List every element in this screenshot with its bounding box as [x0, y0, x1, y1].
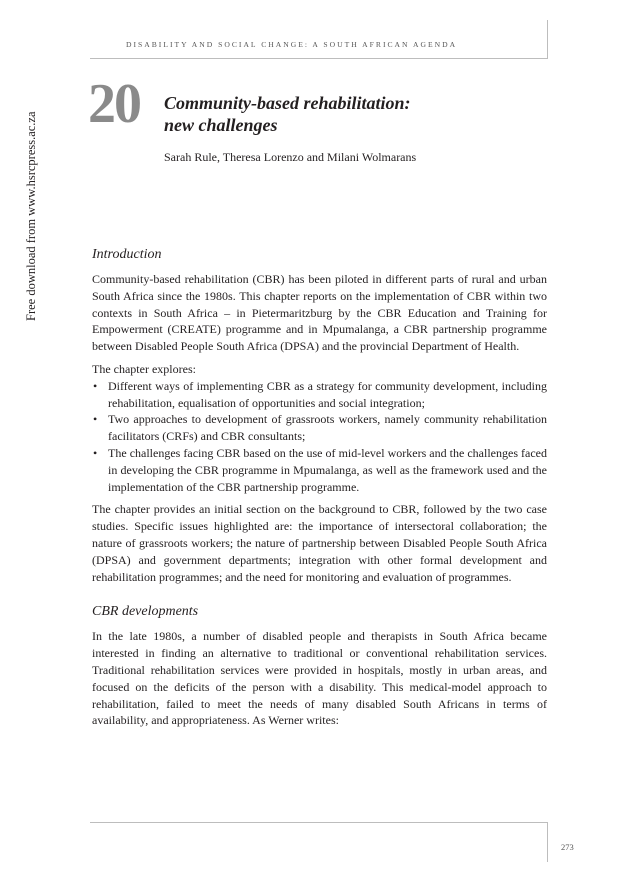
running-header: DISABILITY AND SOCIAL CHANGE: A SOUTH AFRICAN AGENDA — [126, 40, 458, 49]
chapter-authors: Sarah Rule, Theresa Lorenzo and Milani Wolmarans — [164, 150, 417, 164]
section-heading-cbr-developments: CBR developments — [92, 604, 199, 620]
explores-bullet-list — [92, 378, 547, 496]
bottom-guide-rule — [90, 822, 548, 823]
section-heading-introduction: Introduction — [92, 247, 162, 262]
bullet-item: • The challenges facing CBR based on the use of mid-level workers and the challenges faced in developing the CBR programme in Mpumalanga, as well as the framework used and the implementation of the CBR partnership programme. — [92, 445, 547, 495]
bottom-right-vertical-rule — [547, 822, 548, 862]
chapter-number: 20 — [88, 73, 140, 135]
top-guide-rule — [90, 58, 548, 59]
chapter-title-line-1: Community-based rehabilitation: — [164, 93, 411, 113]
cbr-paragraph-1: In the late 1980s, a number of disabled people and therapists in South Africa became interested in finding an alternative to traditional or conventional rehabilitation services. Traditional rehabilitation services were provided in hospitals, mostly in urban areas, and focused on the deficits of the person with a disability. This medical-model approach to rehabilitation, failed to meet the needs of many disabled South Africans in terms of availability, and appropriateness. As Werner writes: — [92, 629, 547, 728]
top-right-vertical-rule — [547, 20, 548, 58]
bullet-item: • Two approaches to development of grassroots workers, namely community rehabilitation facilitators (CRFs) and CBR consultants; — [92, 411, 547, 445]
chapter-title-line-2: new challenges — [164, 115, 278, 135]
chapter-title — [164, 92, 494, 136]
body-column — [92, 246, 547, 735]
intro-paragraph-2: The chapter explores: — [92, 361, 196, 376]
intro-paragraph-3: The chapter provides an initial section on the background to CBR, followed by the two case studies. Specific issues highlighted are: the importance of intersectoral collaboration; the nature of grassroots workers; the nature of partnership between Disabled People South Africa (DPSA) and government departments; integration with other formal development and rehabilitation programmes; and the need for monitoring and evaluation of programmes. — [92, 502, 547, 584]
bullet-item: • Different ways of implementing CBR as a strategy for community development, including rehabilitation, equalisation of opportunities and social integration; — [92, 378, 547, 412]
intro-paragraph-1: Community-based rehabilitation (CBR) has been piloted in different parts of rural and urban South Africa since the 1980s. This chapter reports on the implementation of CBR within two contexts in South Africa – in Pietermaritzburg by the CBR Education and Training for Empowerment (CREATE) programme and in Mpumalanga, a CBR partnership programme between Disabled People South Africa (DPSA) and the provincial Department of Health. — [92, 272, 547, 354]
page-number: 273 — [561, 842, 574, 852]
side-watermark-text: Free download from www.hsrcpress.ac.za — [24, 111, 38, 321]
